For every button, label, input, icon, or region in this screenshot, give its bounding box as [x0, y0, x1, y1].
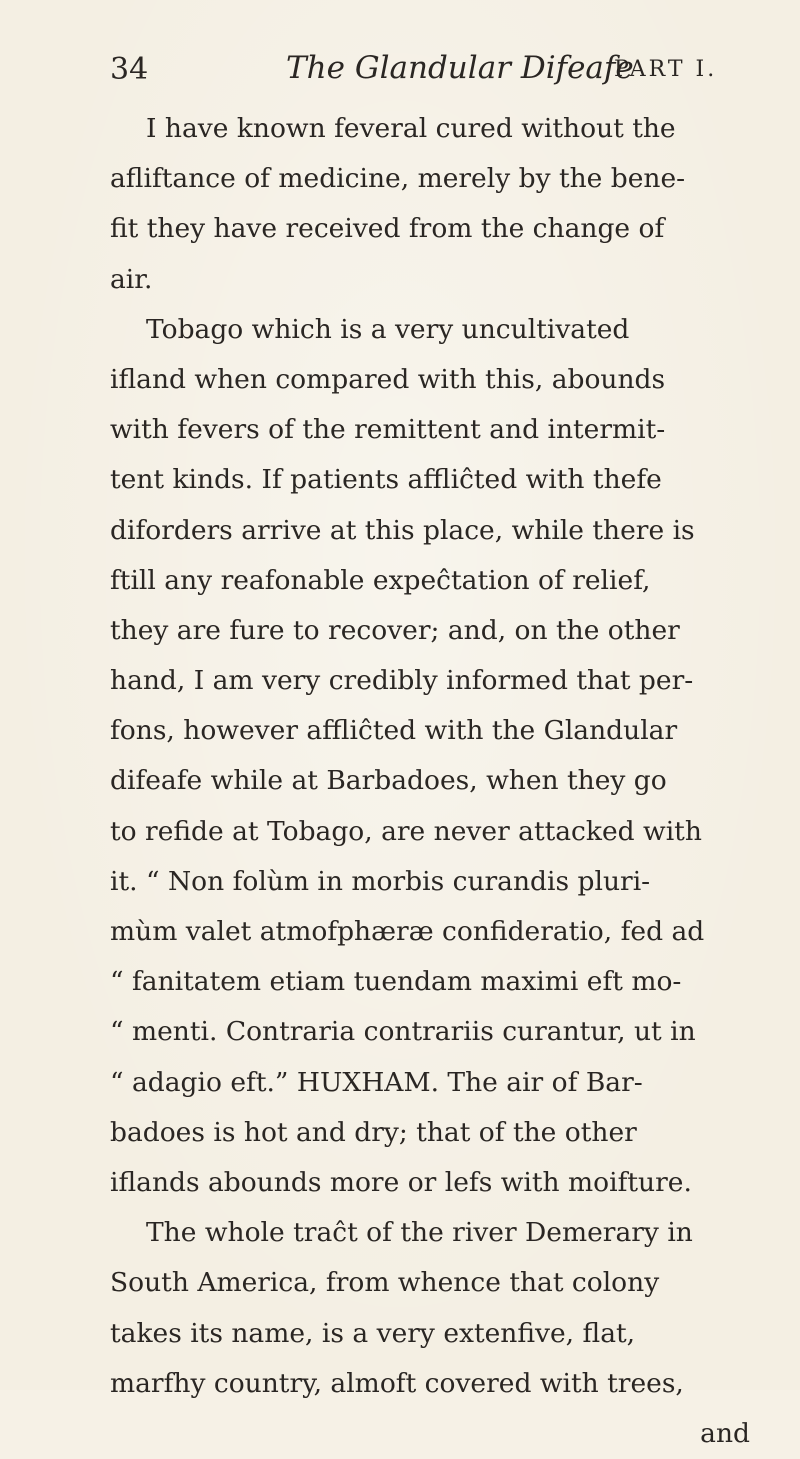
- page-header: [110, 48, 730, 88]
- text-line: diforders arrive at this place, while there is: [110, 514, 695, 546]
- part-label: PART I.: [614, 57, 718, 82]
- catchword: and: [700, 1417, 750, 1449]
- text-line: hand, I am very credibly informed that per-: [110, 665, 694, 697]
- running-title: The Glandular Difeafe: [286, 50, 634, 86]
- text-line: afliftance of medicine, merely by the bene-: [110, 163, 686, 195]
- text-line: iflands abounds more or lefs with moifture.: [110, 1166, 692, 1198]
- page-number: 34: [110, 52, 149, 87]
- text-line: fons, however affliĉted with the Glandular: [110, 715, 678, 747]
- text-line: “ adagio eft.” HUXHAM. The air of Bar-: [110, 1066, 643, 1098]
- text-line: air.: [110, 263, 153, 295]
- text-line: with fevers of the remittent and intermit-: [110, 414, 666, 446]
- text-line: I have known feveral cured without the: [146, 113, 676, 144]
- text-line: takes its name, is a very extenfive, flat,: [110, 1317, 636, 1349]
- text-line: “ menti. Contraria contrariis curantur, ut in: [110, 1016, 696, 1048]
- text-line: South America, from whence that colony: [110, 1267, 660, 1299]
- text-line: The whole traĉt of the river Demerary in: [146, 1217, 693, 1249]
- text-line: ifland when compared with this, abounds: [110, 363, 666, 395]
- body-text: [110, 104, 750, 1459]
- text-line: fit they have received from the change of: [110, 213, 665, 245]
- text-line: it. “ Non folùm in morbis curandis pluri-: [110, 865, 651, 897]
- text-line: Tobago which is a very uncultivated: [146, 313, 630, 345]
- text-line: ftill any reafonable expeĉtation of relief,: [110, 564, 651, 596]
- text-line: difeafe while at Barbadoes, when they go: [110, 765, 667, 797]
- text-line: badoes is hot and dry; that of the other: [110, 1116, 637, 1148]
- text-line: to refide at Tobago, are never attacked with: [110, 815, 702, 847]
- text-line: mùm valet atmofphæræ confideratio, fed ad: [110, 916, 705, 947]
- text-line: they are fure to recover; and, on the other: [110, 614, 680, 646]
- text-line: marfhy country, almoft covered with trees,: [110, 1367, 684, 1399]
- text-line: “ fanitatem etiam tuendam maximi eft mo-: [110, 966, 682, 998]
- text-line: tent kinds. If patients affliĉted with thefe: [110, 464, 662, 496]
